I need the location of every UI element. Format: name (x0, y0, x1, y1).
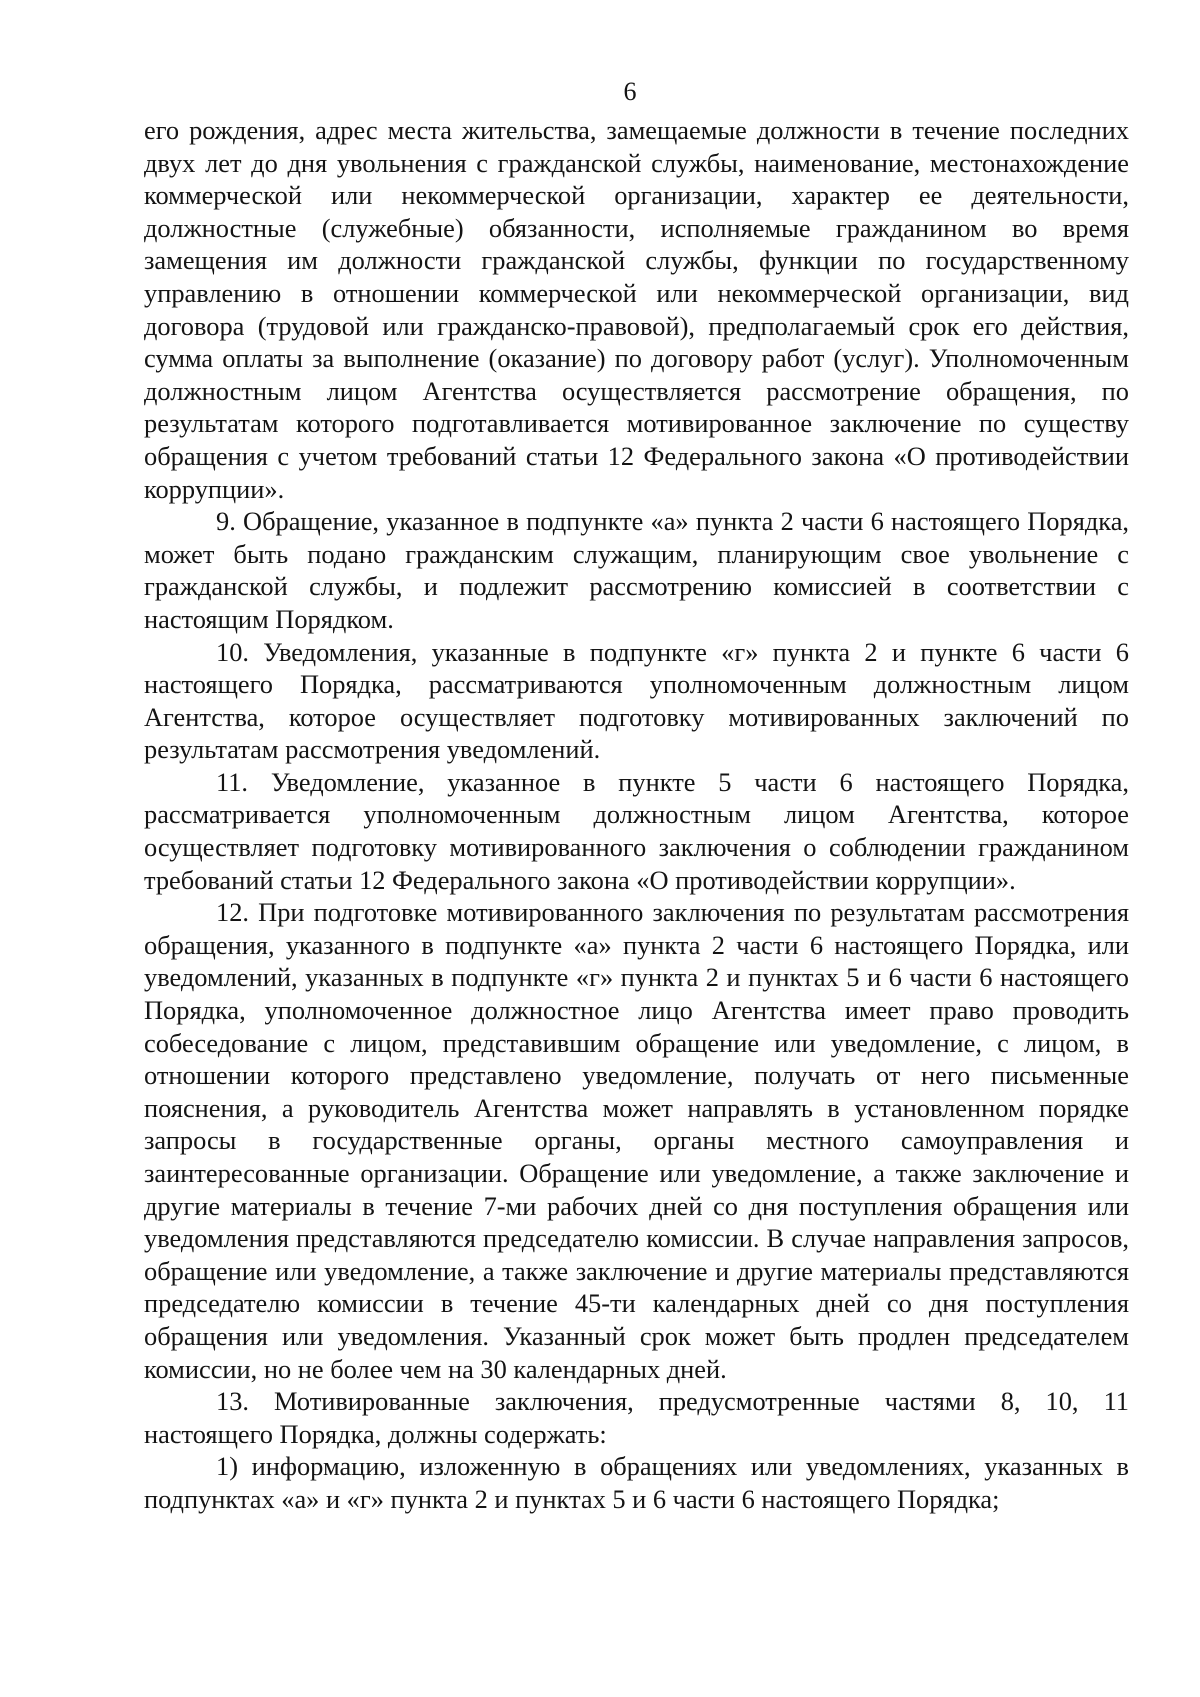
document-body (144, 114, 1129, 1516)
paragraph-item-12: 12. При подготовке мотивированного заключения по результатам рассмотрения обращения, указанного в подпункте «а» пункта 2 части 6 настоящего Порядка, или уведомлений, указанных в подпункте «г» пункта 2 и пунктах 5 и 6 части 6 настоящего Порядка, уполномоченное должностное лицо Агентства имеет право проводить собеседование с лицом, представившим обращение или уведомление, с лицом, в отношении которого представлено уведомление, получать от него письменные пояснения, а руководитель Агентства может направлять в установленном порядке запросы в государственные органы, органы местного самоуправления и заинтересованные организации. Обращение или уведомление, а также заключение и другие материалы в течение 7-ми рабочих дней со дня поступления обращения или уведомления представляются председателю комиссии. В случае направления запросов, обращение или уведомление, а также заключение и другие материалы представляются председателю комиссии в течение 45-ти календарных дней со дня поступления обращения или уведомления. Указанный срок может быть продлен председателем комиссии, но не более чем на 30 календарных дней. (144, 897, 1129, 1384)
paragraph-item-10: 10. Уведомления, указанные в подпункте «г» пункта 2 и пункте 6 части 6 настоящего Порядка, рассматриваются уполномоченным должностным лицом Агентства, которое осуществляет подготовку мотивированных заключений по результатам рассмотрения уведомлений. (144, 636, 1129, 765)
page-number: 6 (623, 77, 637, 106)
paragraph-item-11: 11. Уведомление, указанное в пункте 5 части 6 настоящего Порядка, рассматривается уполномоченным должностным лицом Агентства, которое осуществляет подготовку мотивированного заключения о соблюдении гражданином требований статьи 12 Федерального закона «О противодействии коррупции». (144, 766, 1129, 895)
paragraph-item-13: 13. Мотивированные заключения, предусмотренные частями 8, 10, 11 настоящего Порядка, должны содержать: (144, 1386, 1129, 1449)
paragraph-continuation: его рождения, адрес места жительства, замещаемые должности в течение последних двух лет до дня увольнения с гражданской службы, наименование, местонахождение коммерческой или некоммерческой организации, характер ее деятельности, должностные (служебные) обязанности, исполняемые гражданином во время замещения им должности гражданской службы, функции по государственному управлению в отношении коммерческой или некоммерческой организации, вид договора (трудовой или гражданско-правовой), предполагаемый срок его действия, сумма оплаты за выполнение (оказание) по договору работ (услуг). Уполномоченным должностным лицом Агентства осуществляется рассмотрение обращения, по результатам которого подготавливается мотивированное заключение по существу обращения с учетом требований статьи 12 Федерального закона «О противодействии коррупции». (144, 115, 1129, 504)
paragraph-item-9: 9. Обращение, указанное в подпункте «а» пункта 2 части 6 настоящего Порядка, может быть подано гражданским служащим, планирующим свое увольнение с гражданской службы, и подлежит рассмотрению комиссией в соответствии с настоящим Порядком. (144, 506, 1129, 634)
paragraph-subitem-1: 1) информацию, изложенную в обращениях или уведомлениях, указанных в подпунктах «а» и «г» пункта 2 и пунктах 5 и 6 части 6 настоящего Порядка; (144, 1451, 1129, 1514)
